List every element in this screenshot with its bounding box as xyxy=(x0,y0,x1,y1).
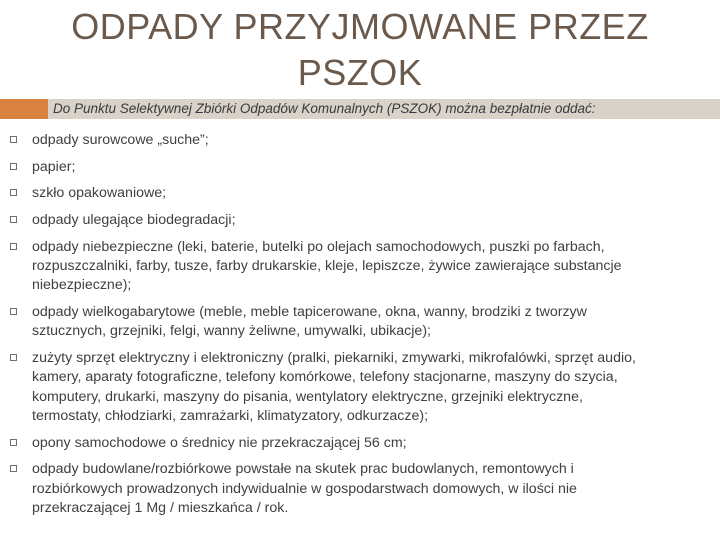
list-item xyxy=(0,460,720,518)
title-line-2: PSZOK xyxy=(297,52,423,93)
list-item-text: odpady wielkogabarytowe (meble, meble tapicerowane, okna, wanny, brodziki z tworzyw sztucznych, grzejniki, felgi, wanny żeliwne, umywalki, ubikacje); xyxy=(32,304,587,340)
square-bullet-icon xyxy=(10,354,17,361)
list-item xyxy=(0,184,720,203)
square-bullet-icon xyxy=(10,216,17,223)
square-bullet-icon xyxy=(10,243,17,250)
square-bullet-icon xyxy=(10,308,17,315)
title-line-1: ODPADY PRZYJMOWANE PRZEZ xyxy=(71,6,649,47)
list-item-text: opony samochodowe o średnicy nie przekraczającej 56 cm; xyxy=(32,434,407,451)
list-item xyxy=(0,131,720,150)
list-item-text: szkło opakowaniowe; xyxy=(32,185,167,202)
square-bullet-icon xyxy=(10,163,17,170)
subtitle-bar xyxy=(0,99,720,119)
list-item xyxy=(0,238,720,296)
square-bullet-icon xyxy=(10,439,17,446)
list-item-text: papier; xyxy=(32,158,76,175)
list-item xyxy=(0,349,720,426)
list-item xyxy=(0,211,720,230)
list-item-text: odpady ulegające biodegradacji; xyxy=(32,212,236,229)
list-item-text: odpady budowlane/rozbiórkowe powstałe na skutek prac budowlanych, remontowych i rozbiórkowych prowadzonych indywidualnie w gospodarstwach domowych, w ilości nie przekraczającej 1 Mg / mieszkańca / rok. xyxy=(32,461,577,516)
list-item-text: zużyty sprzęt elektryczny i elektroniczny (pralki, piekarniki, zmywarki, mikrofalówki, sprzęt audio, kamery, aparaty fotograficzne, telefony komórkowe, telefony stacjonarne, maszyny do szycia, komputery, drukarki, maszyny do pisania, wentylatory elektryczne, grzejniki elektryczne, termostaty, chłodziarki, zamrażarki, klimatyzatory, odkurzacze); xyxy=(32,350,636,424)
list-item-text: odpady niebezpieczne (leki, baterie, butelki po olejach samochodowych, puszki po farbach, rozpuszczalniki, farby, tusze, farby drukarskie, kleje, lepiszcze, żywice zawierające substancje niebezpieczne); xyxy=(32,238,622,294)
list-item-text: odpady surowcowe „suche”; xyxy=(32,132,209,148)
waste-list xyxy=(0,131,720,526)
square-bullet-icon xyxy=(10,465,17,472)
slide-title xyxy=(0,4,720,96)
list-item xyxy=(0,158,720,177)
accent-block xyxy=(0,99,48,119)
subtitle-text: Do Punktu Selektywnej Zbiórki Odpadów Komunalnych (PSZOK) można bezpłatnie oddać: xyxy=(53,101,596,116)
list-item xyxy=(0,434,720,453)
square-bullet-icon xyxy=(10,136,17,143)
square-bullet-icon xyxy=(10,189,17,196)
list-item xyxy=(0,303,720,342)
